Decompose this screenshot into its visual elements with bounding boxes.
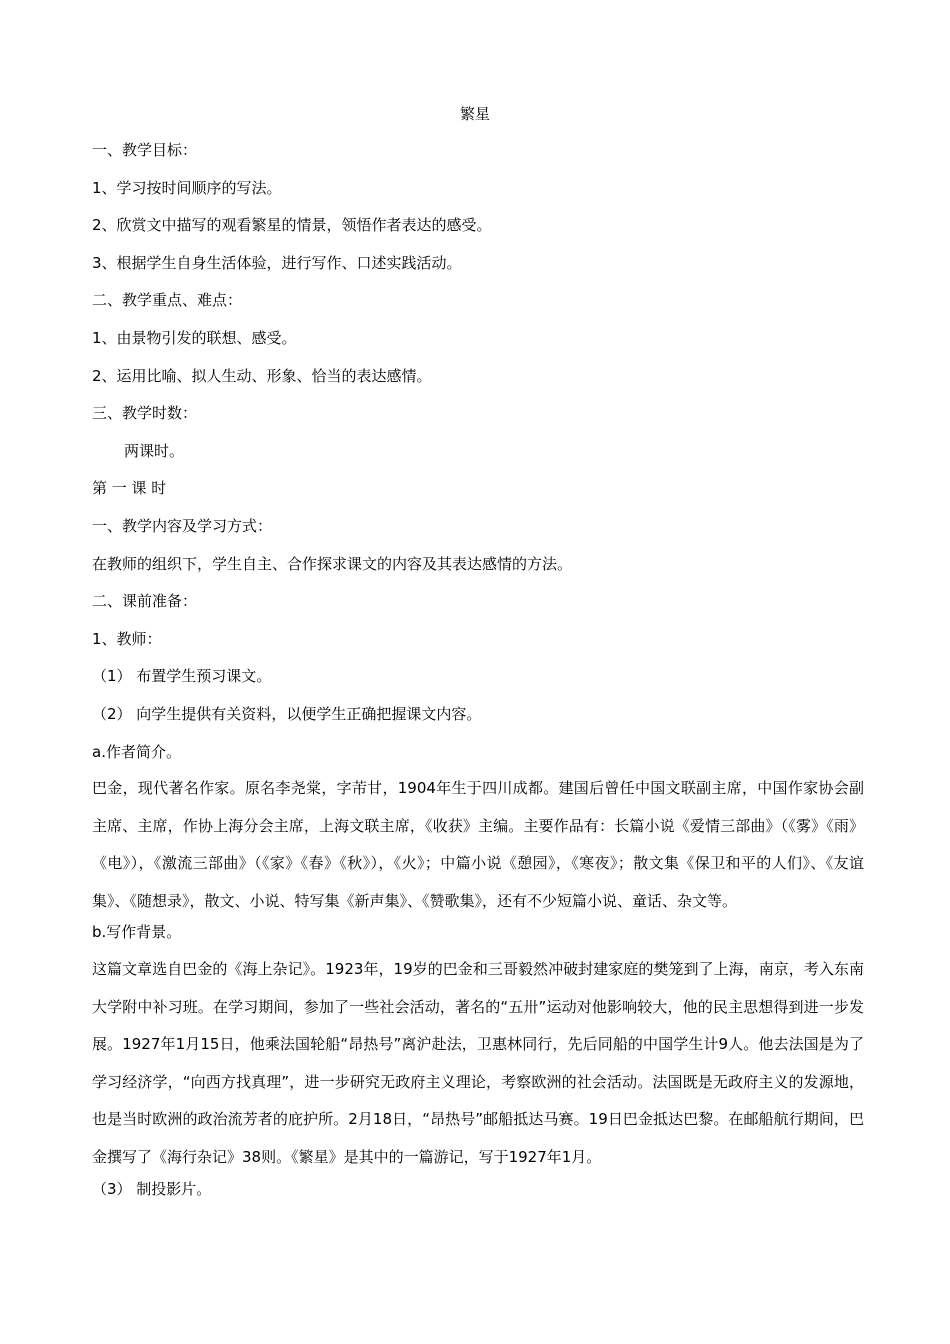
section-heading-objectives: 一、教学目标： — [92, 141, 198, 159]
document-title: 繁星 — [459, 105, 490, 123]
section-heading-key-points: 二、教学重点、难点： — [92, 291, 243, 310]
background-heading: b.写作背景。 — [92, 923, 182, 942]
section-heading-preparation: 二、课前准备： — [92, 592, 198, 611]
hours-value: 两课时。 — [124, 441, 185, 460]
preparation-item-2: （2） 向学生提供有关资料，以便学生正确把握课文内容。 — [92, 704, 482, 723]
author-intro-paragraph: 巴金，现代著名作家。原名李尧棠，字芾甘，1904年生于四川成都。建国后曾任中国文联副主席，中国作家协会副主席、主席，作协上海分会主席，上海文联主席，《收获》主编。主要作品有：长篇小说《爱情三部曲》（《雾》《雨》《电》），《激流三部曲》（《家》《春》《秋》），《火》；中篇小说《憩园》，《寒夜》；散文集《保卫和平的人们》、《友谊集》、《随想录》，散文、小说、特写集《新声集》、《赞歌集》，还有不少短篇小说、童话、杂文等。 — [92, 779, 864, 910]
section-heading-hours: 三、教学时数： — [92, 404, 198, 423]
preparation-item-3: （3） 制投影片。 — [92, 1179, 212, 1198]
key-point-item-2: 2、运用比喻、拟人生动、形象、恰当的表达感情。 — [92, 366, 432, 385]
document-body — [92, 138, 864, 1214]
preparation-teacher: 1、教师： — [92, 629, 162, 648]
objective-item-1: 1、学习按时间顺序的写法。 — [92, 178, 282, 197]
lesson-heading: 第 一 课 时 — [92, 479, 167, 498]
section-heading-content-method: 一、教学内容及学习方式： — [92, 516, 273, 535]
objective-item-3: 3、根据学生自身生活体验，进行写作、口述实践活动。 — [92, 253, 462, 272]
objective-item-2: 2、欣赏文中描写的观看繁星的情景，领悟作者表达的感受。 — [92, 216, 492, 235]
key-point-item-1: 1、由景物引发的联想、感受。 — [92, 328, 297, 347]
author-intro-heading: a.作者简介。 — [92, 742, 181, 761]
content-method-text: 在教师的组织下，学生自主、合作探求课文的内容及其表达感情的方法。 — [92, 554, 573, 573]
preparation-item-1: （1） 布置学生预习课文。 — [92, 667, 272, 686]
background-paragraph: 这篇文章选自巴金的《海上杂记》。1923年，19岁的巴金和三哥毅然冲破封建家庭的樊笼到了上海，南京，考入东南大学附中补习班。在学习期间，参加了一些社会活动，著名的“五卅”运动对他影响较大，他的民主思想得到进一步发展。1927年1月15日，他乘法国轮船“昂热号”离沪赴法，卫惠林同行，先后同船的中国学生计9人。他去法国是为了学习经济学，“向西方找真理”，进一步研究无政府主义理论，考察欧洲的社会活动。法国既是无政府主义的发源地，也是当时欧洲的政治流芳者的庇护所。2月18日，“昂热号”邮船抵达马赛。19日巴金抵达巴黎。在邮船航行期间，巴金撰写了《海行杂记》38则。《繁星》是其中的一篇游记，写于1927年1月。 — [92, 960, 864, 1167]
